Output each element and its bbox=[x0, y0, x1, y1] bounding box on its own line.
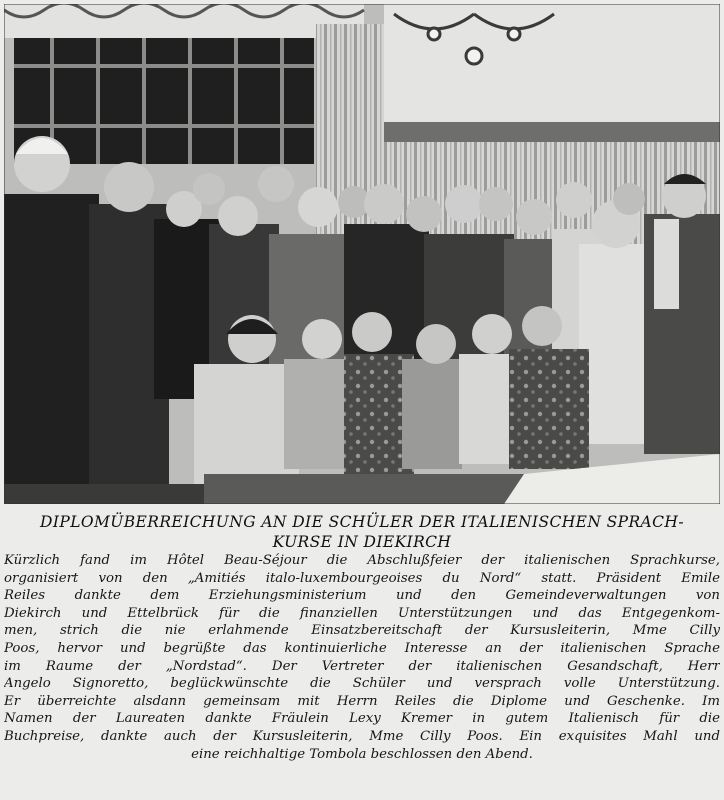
body-line: organisiert von den „Amitiés italo-luxembourgeoises du Nord“ statt. Präsident Emile bbox=[4, 570, 720, 586]
body-line: Poos, hervor und begrüßte das kontinuierliche Interesse an der italienischen Sprache bbox=[4, 640, 720, 656]
body-line: Diekirch und Ettelbrück für die finanziellen Unterstützungen und das Entgegenkom- bbox=[4, 605, 720, 621]
group-photo-illustration bbox=[4, 4, 720, 504]
body-line: men, strich die nie erlahmende Einsatzbereitschaft der Kursusleiterin, Mme Cilly bbox=[4, 623, 720, 639]
body-line: Reiles dankte dem Erziehungsministerium und den Gemeindeverwaltungen von bbox=[4, 588, 720, 604]
body-line: Buchpreise, dankte auch der Kursusleiterin, Mme Cilly Poos. Ein exquisites Mahl und bbox=[4, 728, 720, 744]
body-line: Angelo Signoretto, beglückwünschte die Schüler und versprach volle Unterstützung. bbox=[4, 676, 720, 692]
headline-line-1: DIPLOMÜBERREICHUNG AN DIE SCHÜLER DER ITALIENISCHEN SPRACH- bbox=[40, 513, 684, 531]
body-line: Kürzlich fand im Hôtel Beau-Séjour die Abschlußfeier der italienischen Sprachkurse, bbox=[4, 553, 720, 568]
headline-line-2: KURSE IN DIEKIRCH bbox=[272, 533, 452, 551]
article-caption bbox=[4, 512, 720, 800]
body-line: im Raume der „Nordstad“. Der Vertreter der italienischen Gesandschaft, Herr bbox=[4, 658, 720, 674]
article-headline bbox=[4, 512, 720, 552]
article-body bbox=[4, 552, 720, 763]
body-line: Namen der Laureaten dankte Fräulein Lexy Kremer in gutem Italienisch für die bbox=[4, 711, 720, 727]
body-line: eine reichhaltige Tombola beschlossen den Abend. bbox=[191, 746, 533, 762]
group-photo bbox=[4, 4, 720, 504]
body-line: Er überreichte alsdann gemeinsam mit Herrn Reiles die Diplome und Geschenke. Im bbox=[4, 693, 720, 709]
